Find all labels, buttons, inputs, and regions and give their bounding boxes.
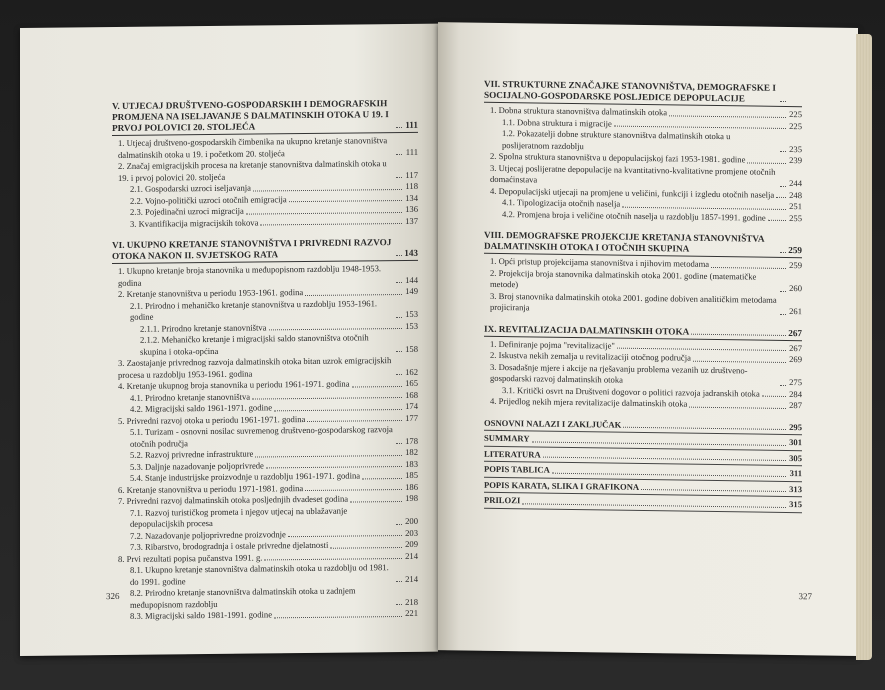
toc-entry-text: 3. Dosadašnje mjere i akcije na rješavanju problema vezanih uz društveno-gospodarski razvoj dalmatinskih otoka [490,361,748,385]
leader-dots [768,220,786,221]
toc-entry-text: 3. Broj stanovnika dalmatinskih otoka 2001. godine dobiven analitičkim metodama projiciranja [490,290,777,313]
toc-entry-text: 5. Privredni razvoj otoka u periodu 1961-1971. godina [118,413,306,426]
toc-entry-text: SUMMARY [484,432,530,444]
closing-section [484,417,802,512]
toc-entry-text: 7.2. Nazadovanje poljoprivredne proizvodnje [130,528,286,541]
toc-entry-text: 7.3. Ribarstvo, brodogradnja i ostale privredne djelatnosti [130,539,329,552]
toc-page-number: 134 [405,192,418,203]
section-heading [484,230,802,258]
section-heading [484,79,802,107]
toc-entry [112,215,418,230]
leader-dots [776,197,786,198]
toc-entry [112,355,418,381]
toc-page-number: 311 [789,468,802,479]
leader-dots [552,472,786,476]
toc-entry-text: 7. Privredni razvoj dalmatinskih otoka posljednjih dvadeset godina [118,493,349,506]
leader-dots [693,360,786,362]
toc-page-number: 284 [789,388,802,399]
toc-page-number: 267 [789,342,802,353]
toc-entry-text: 1. Ukupno kretanje broja stanovnika u međupopisnom razdoblju 1948-1953. godina [118,263,382,288]
toc-page-number: 177 [405,412,418,423]
toc-entry [112,562,418,588]
leader-dots [622,206,786,209]
leader-dots [289,200,402,202]
toc-page-number: 214 [405,550,418,561]
toc-page-number: 260 [789,283,802,294]
toc-entry-text: 5.2. Razvoj privredne infrastrukture [130,448,254,460]
leader-dots [747,162,786,164]
toc-entry-text: V. UTJECAJ DRUŠTVENO-GOSPODARSKIH I DEMOGRAFSKIH PROMJENA NA ISELJAVANJE S DALMATINSKIH OTOKA U 19. I PRVOJ POLOVICI 20. STOLJEĆA [112,98,389,134]
leader-dots [305,489,402,491]
toc-page-number: 153 [405,308,418,319]
leader-dots [780,290,786,291]
toc-page-number: 198 [405,492,418,503]
toc-entry [484,290,802,317]
toc-page-number: 158 [405,343,418,354]
toc-page-number: 259 [788,245,802,256]
toc-page-number: 251 [789,201,802,212]
leader-dots [396,351,402,352]
leader-dots [352,385,402,387]
toc-entry [112,504,418,530]
leader-dots [396,154,402,155]
toc-entry-text: 6. Kretanje stanovništva u periodu 1971-1981. godina [118,482,304,495]
toc-entry-text: 8.3. Migracijski saldo 1981-1991. godine [130,609,273,621]
toc-page-number: 221 [405,607,418,618]
toc-entry-text: 4. Depopulacijski utjecaji na promjene u veličini, funkciji i izgledu otočnih naselja [490,185,775,200]
toc-entry [112,424,418,450]
toc-entry-text: 4.1. Tipologizacija otočnih naselja [502,197,621,209]
toc-entry-text: 1. Utjecaj društveno-gospodarskih čimbenika na ukupno kretanje stanovništva dalmatinskih otoka u 19. i početkom 20. stoljeća [118,135,388,160]
toc-page-number: 269 [789,354,802,365]
leader-dots [522,503,786,508]
toc-page-number: 111 [405,119,418,130]
right-toc [484,79,802,523]
toc-page-number: 117 [405,169,418,180]
toc-page-number: 186 [405,481,418,492]
toc-entry-text: 4. Kretanje ukupnog broja stanovnika u periodu 1961-1971. godina [118,378,350,391]
leader-dots [246,211,402,214]
toc-entry [112,608,418,623]
toc-page-number: 244 [789,178,802,189]
toc-page-number: 137 [405,215,418,226]
toc-page-number: 185 [405,469,418,480]
toc-page-number: 174 [405,400,418,411]
toc-entry-text: PRILOZI [484,494,521,506]
toc-page-number: 144 [405,274,418,285]
leader-dots [396,581,402,582]
toc-entry [112,332,418,358]
leader-dots [330,546,402,548]
toc-entry-text: 1. Definiranje pojma "revitalizacije" [490,338,615,351]
toc-entry-text: 8. Prvi rezultati popisa pučanstva 1991. g. [118,551,263,564]
toc-entry-text: 2. Projekcija broja stanovnika dalmatinskih otoka 2001. godine (matematičke metode) [490,267,757,290]
toc-entry-text: 5.4. Stanje industrijske proizvodnje u razdoblju 1961-1971. godina [130,470,361,483]
leader-dots [274,408,402,410]
leader-dots [274,615,402,617]
toc-entry-text: VII. STRUKTURNE ZNAČAJKE STANOVNIŠTVA, DEMOGRAFSKE I SOCIJALNO-GOSPODARSKE POSLJEDICE DEPOPULACIJE [484,78,776,104]
toc-entry-text: 2. Spolna struktura stanovništva u depopulacijskoj fazi 1953-1981. godine [490,150,746,165]
left-toc [112,98,418,633]
toc-entry-text: POPIS TABLICA [484,463,550,475]
toc-page-number: 200 [405,515,418,526]
toc-entry [112,135,418,161]
toc-page-number: 149 [405,285,418,296]
toc-entry-text: 1.2. Pokazatelji dobne strukture stanovništva dalmatinskih otoka u poslijeratnom razdoblju [502,128,731,151]
closing-entry [484,495,802,513]
leader-dots [691,333,786,335]
page-edges [856,34,872,660]
toc-page-number: 313 [789,483,802,494]
toc-entry-text: 2.1.1. Prirodno kretanje stanovništva [140,321,267,334]
toc-entry-text: 1. Opći pristup projekcijama stanovništva i njihovim metodama [490,255,710,269]
left-page-number: 326 [106,590,120,602]
toc-entry [112,297,418,323]
toc-entry-text: 3. Zaostajanje privrednog razvoja dalmatinskih otoka bitan uzrok emigracijskih procesa u razdoblju 1953-1961. godina [118,355,392,380]
leader-dots [623,427,786,430]
leader-dots [396,443,402,444]
toc-page-number: 143 [404,247,418,258]
toc-page-number: 225 [789,120,802,131]
toc-entry-text: 4.1. Prirodno kretanje stanovništva [130,391,251,403]
toc-page-number: 203 [405,527,418,538]
toc-page-number: 255 [789,212,802,223]
leader-dots [641,489,786,492]
leader-dots [266,466,402,468]
section-heading [112,98,418,136]
toc-page-number: 275 [789,377,802,388]
toc-page-number: 178 [405,435,418,446]
toc-page-number: 295 [789,421,802,432]
toc-entry-text: 5.3. Daljnje nazadovanje poljoprivrede [130,459,264,472]
leader-dots [780,101,786,102]
toc-page-number: 183 [405,458,418,469]
toc-entry-text: 8.1. Ukupno kretanje stanovništva dalmatinskih otoka u razdoblju od 1981. do 1991. godine [130,562,389,587]
toc-entry-text: 7.1. Razvoj turističkog prometa i njegov utjecaj na ublažavanje depopulacijskih procesa [130,505,348,529]
toc-entry [112,585,418,611]
leader-dots [260,223,402,225]
toc-entry-text: 4. Prijedlog nekih mjera revitalizacije dalmatinskih otoka [490,395,688,409]
toc-page-number: 214 [405,573,418,584]
toc-page-number: 248 [789,189,802,200]
leader-dots [543,457,786,461]
leader-dots [252,397,402,400]
leader-dots [307,420,402,422]
leader-dots [617,348,786,351]
left-page [20,24,438,656]
toc-page-number: 118 [405,180,418,191]
toc-entry-text: 2. Kretanje stanovništva u periodu 1953-1961. godina [118,287,304,299]
toc-page-number: 305 [789,452,802,463]
leader-dots [288,535,402,537]
section-heading [112,237,418,264]
toc-page-number: 267 [788,327,802,338]
toc-entry-text: 2. Značaj emigracijskih procesa na kretanje stanovništva dalmatinskih otoka u 19. i prvoj polovici 20. stoljeća [118,158,387,183]
leader-dots [396,523,402,524]
leader-dots [396,177,402,178]
toc-entry-text: 2.2. Vojno-politički uzroci otočnih emigracija [130,193,287,206]
toc-page-number: 259 [789,260,802,271]
toc-entry-text: 1.1. Dobna struktura i migracije [502,116,612,129]
toc-entry-text: 2.1.2. Mehaničko kretanje i migracijski saldo stanovništva otočnih skupina i otoka-općina [140,332,369,357]
toc-entry-text: VIII. DEMOGRAFSKE PROJEKCIJE KRETANJA STANOVNIŠTVA DALMATINSKIH OTOKA I OTOČNIH SKUPINA [484,229,765,254]
leader-dots [711,266,786,268]
toc-section [484,323,802,411]
leader-dots [264,558,402,560]
toc-section [484,79,802,224]
leader-dots [362,477,402,478]
toc-page-number: 136 [405,203,418,214]
toc-page-number: 218 [405,596,418,607]
toc-section [484,230,802,318]
leader-dots [255,454,402,457]
toc-page-number: 225 [789,109,802,120]
leader-dots [614,126,786,129]
leader-dots [269,328,403,330]
toc-entry-text: OSNOVNI NALAZI I ZAKLJUČAK [484,417,622,430]
toc-entry-text: 4.2. Promjena broja i veličine otočnih naselja u razdoblju 1857-1991. godine [502,208,766,223]
toc-entry-text: VI. UKUPNO KRETANJE STANOVNIŠTVA I PRIVREDNI RAZVOJ OTOKA NAKON II. SVJETSKOG RATA [112,237,392,262]
leader-dots [253,188,402,191]
leader-dots [780,185,786,186]
toc-entry-text: IX. REVITALIZACIJA DALMATINSKIH OTOKA [484,323,690,337]
toc-page-number: 168 [405,389,418,400]
toc-section [112,98,418,230]
leader-dots [396,316,402,317]
toc-page-number: 261 [789,306,802,317]
leader-dots [780,384,786,385]
toc-page-number: 301 [789,437,802,448]
leader-dots [762,396,786,397]
toc-entry-text: POPIS KARATA, SLIKA I GRAFIKONA [484,479,640,492]
leader-dots [689,406,786,408]
leader-dots [396,604,402,605]
toc-entry-text: LITERATURA [484,448,541,460]
toc-page-number: 315 [789,499,802,510]
toc-page-number: 235 [789,143,802,154]
toc-page-number: 153 [405,320,418,331]
toc-entry-text: 5.1. Turizam - osnovni nosilac suvremenog društveno-gospodarskog razvoja otočnih područja [130,424,393,449]
toc-page-number: 182 [405,446,418,457]
toc-entry [112,263,418,289]
toc-entry-text: 2.1. Prirodno i mehaničko kretanje stanovništva u razdoblju 1953-1961. godine [130,297,378,322]
toc-page-number: 239 [789,155,802,166]
toc-entry-text: 3. Kvantifikacija migracijskih tokova [130,217,259,229]
leader-dots [396,282,402,283]
toc-page-number: 209 [405,538,418,549]
toc-entry-text: 4.2. Migracijski saldo 1961-1971. godine [130,402,273,414]
toc-entry-text: 2.1. Gospodarski uzroci iseljavanja [130,182,251,194]
leader-dots [669,115,786,118]
toc-page-number: 162 [405,366,418,377]
leader-dots [532,441,786,446]
leader-dots [780,313,786,314]
toc-entry-text: 2. Iskustva nekih zemalja u revitalizaciji otočnog područja [490,349,691,363]
toc-page-number: 165 [405,377,418,388]
toc-page-number: 287 [789,400,802,411]
right-page [438,22,858,656]
toc-entry-text: 8.2. Prirodno kretanje stanovništva dalmatinskih otoka u zadnjem međupopisnom razdoblju [130,585,356,610]
toc-entry-text: 3.1. Kritički osvrt na Društveni dogovor o politici razvoja jadranskih otoka [502,384,760,399]
toc-entry-text: 3. Utjecaj poslijeratne depopulacije na kvantitativno-kvalitativne promjene otočnih domaćinstava [490,162,776,185]
leader-dots [305,293,402,295]
toc-page-number: 111 [405,146,418,157]
leader-dots [396,374,402,375]
leader-dots [780,252,786,253]
toc-entry-text: 2.3. Pojedinačni uzroci migracija [130,205,244,217]
leader-dots [396,127,402,128]
leader-dots [780,151,786,152]
open-book [20,28,872,656]
toc-entry-text: 1. Dobna struktura stanovništva dalmatinskih otoka [490,104,668,118]
leader-dots [396,255,402,256]
right-page-number: 327 [798,591,812,602]
toc-section [112,237,418,623]
leader-dots [350,500,402,502]
toc-entry [112,158,418,184]
